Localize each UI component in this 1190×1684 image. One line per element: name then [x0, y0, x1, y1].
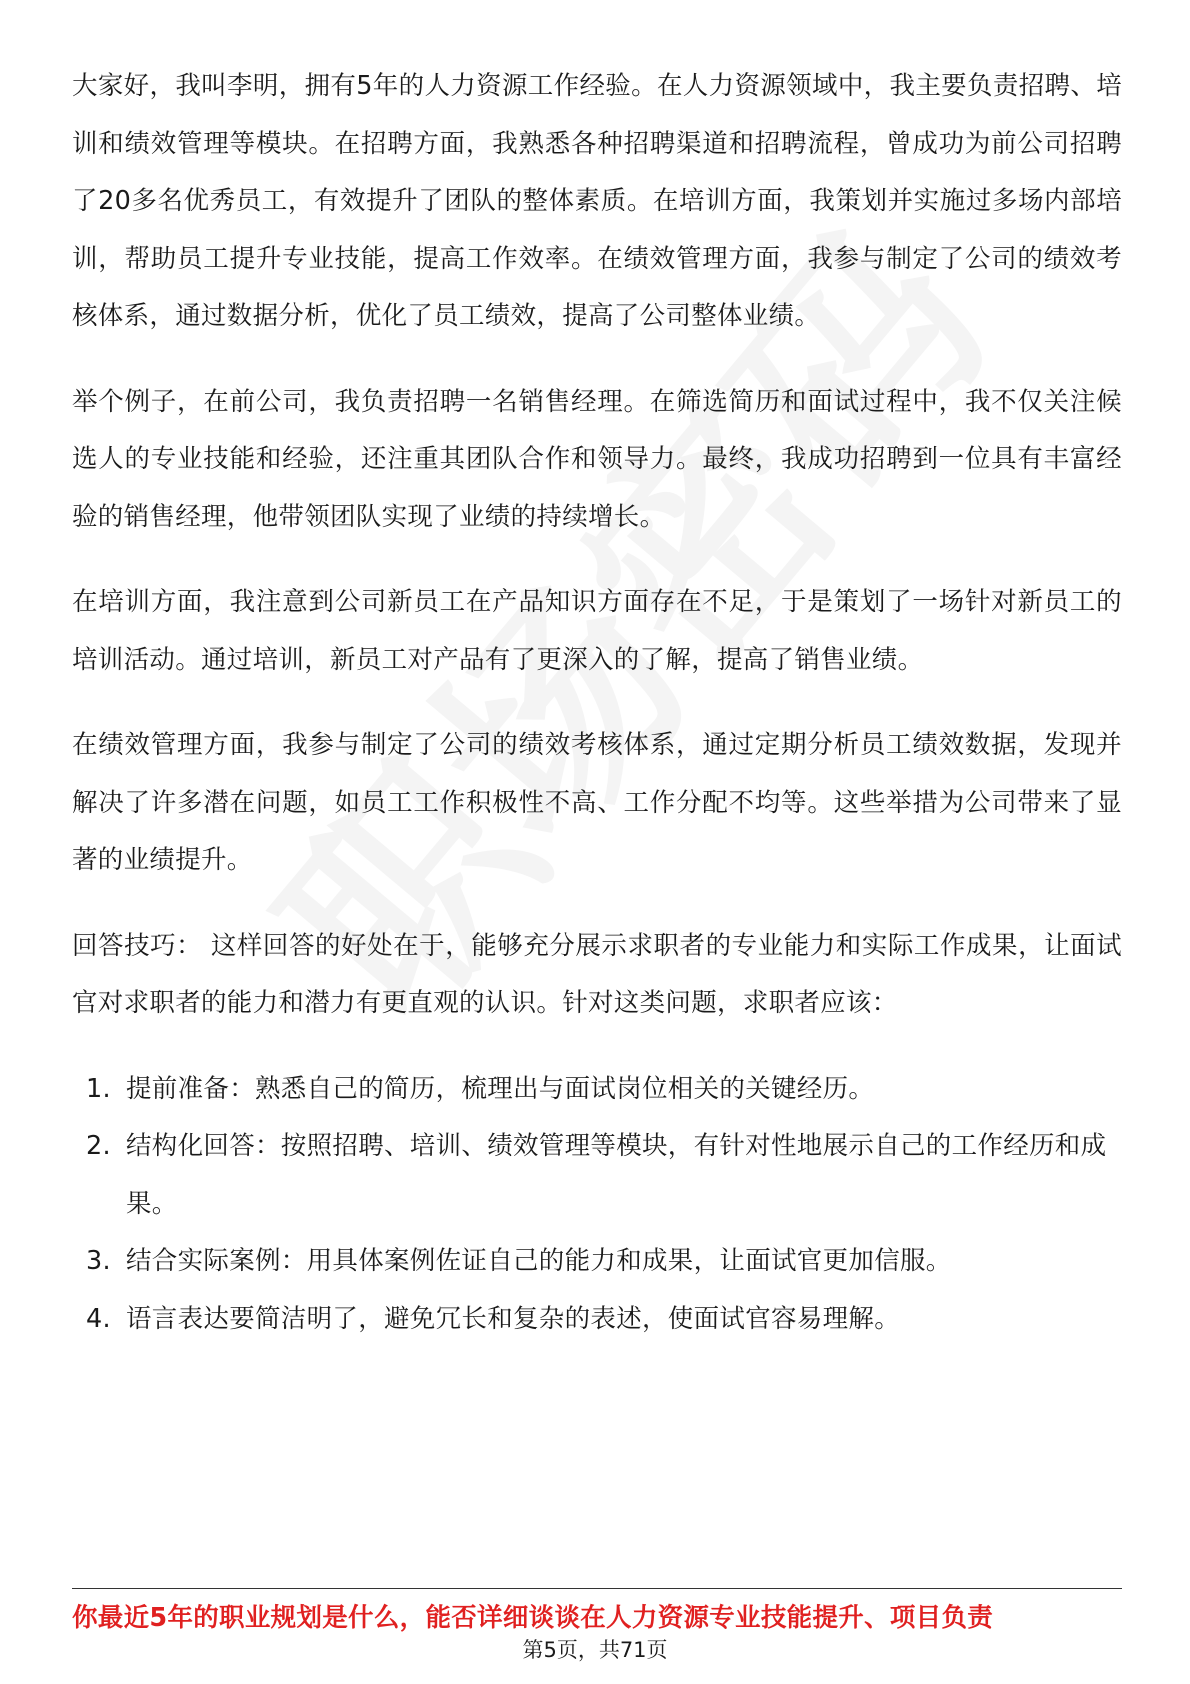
list-item [72, 1118, 1122, 1233]
paragraph-intro: 大家好，我叫李明，拥有5年的人力资源工作经验。在人力资源领域中，我主要负责招聘、培训和绩效管理等模块。在招聘方面，我熟悉各种招聘渠道和招聘流程，曾成功为前公司招聘了20多名优秀员工，有效提升了团队的整体素质。在培训方面，我策划并实施过多场内部培训，帮助员工提升专业技能，提高工作效率。在绩效管理方面，我参与制定了公司的绩效考核体系，通过数据分析，优化了员工绩效，提高了公司整体业绩。 [72, 71, 1122, 331]
list-item-number: 3. [86, 1246, 111, 1276]
list-item-number: 2. [86, 1131, 111, 1161]
tips-list [72, 1061, 1122, 1349]
section-divider [72, 1588, 1122, 1589]
list-item-text: 提前准备：熟悉自己的简历，梳理出与面试岗位相关的关键经历。 [126, 1073, 875, 1104]
list-item [72, 1233, 1122, 1291]
page-number: 第5页，共71页 [522, 1638, 668, 1662]
paragraph-performance: 在绩效管理方面，我参与制定了公司的绩效考核体系，通过定期分析员工绩效数据，发现并解决了许多潜在问题，如员工工作积极性不高、工作分配不均等。这些举措为公司带来了显著的业绩提升。 [72, 730, 1122, 875]
list-item-text: 结合实际案例：用具体案例佐证自己的能力和成果，让面试官更加信服。 [126, 1246, 952, 1276]
paragraph-training: 在培训方面，我注意到公司新员工在产品知识方面存在不足，于是策划了一场针对新员工的培训活动。通过培训，新员工对产品有了更深入的了解，提高了销售业绩。 [72, 587, 1122, 675]
list-item [72, 1291, 1122, 1349]
list-item-text: 语言表达要简洁明了，避免冗长和复杂的表述，使面试官容易理解。 [126, 1303, 901, 1334]
paragraph-answer-tips: 回答技巧： 这样回答的好处在于，能够充分展示求职者的专业能力和实际工作成果，让面试官对求职者的能力和潜力有更直观的认识。针对这类问题，求职者应该： [72, 930, 1122, 1018]
next-question-heading: 你最近5年的职业规划是什么，能否详细谈谈在人力资源专业技能提升、项目负责 [72, 1603, 994, 1633]
paragraph-example-recruiting: 举个例子，在前公司，我负责招聘一名销售经理。在筛选简历和面试过程中，我不仅关注候选人的专业技能和经验，还注重其团队合作和领导力。最终，我成功招聘到一位具有丰富经验的销售经理，他带领团队实现了业绩的持续增长。 [72, 386, 1122, 532]
list-item-number: 1. [86, 1073, 111, 1104]
list-item [72, 1061, 1122, 1119]
list-item-text: 结构化回答：按照招聘、培训、绩效管理等模块，有针对性地展示自己的工作经历和成果。 [126, 1131, 1107, 1219]
answer-body [72, 58, 1122, 1348]
list-item-number: 4. [86, 1303, 111, 1334]
